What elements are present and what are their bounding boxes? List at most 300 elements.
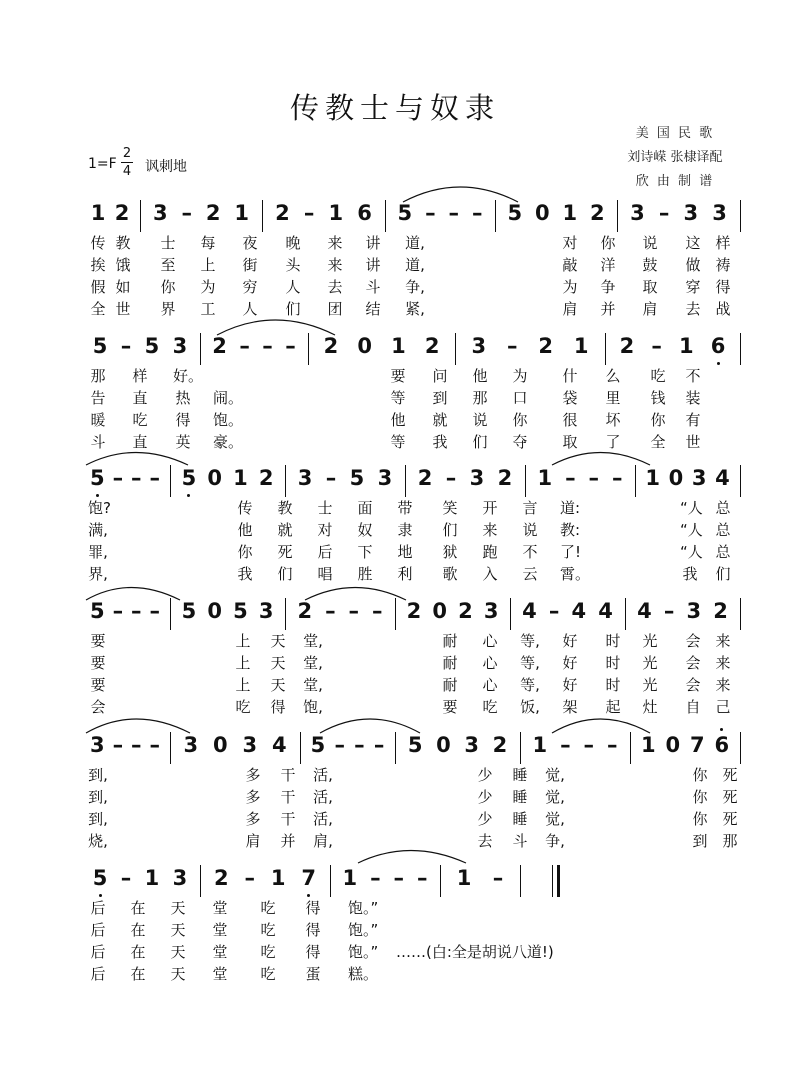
lyric-syllable: 热 [175,389,191,407]
lyric-syllable: 说 [522,521,538,539]
lyric-syllable: 么 [605,367,621,385]
lyric-line [0,963,790,983]
note: 3 [630,201,645,225]
barline [405,465,406,497]
lyric-syllable: 要 [90,654,106,672]
lyric-syllable: 得 [175,411,191,429]
measure [611,333,734,363]
credit-notation: 欣 由 制 谱 [635,174,715,189]
lyric-syllable: 我 [432,433,448,451]
lyric-syllable: 烧, [88,832,108,850]
lyric-syllable: 人 [242,300,258,318]
measure [291,598,389,628]
lyric-syllable: 了! [560,543,582,561]
slur [86,453,188,466]
lyric-syllable: 我 [237,565,253,583]
lyric-syllable: 为 [512,367,528,385]
lyric-syllable: 如 [115,278,131,296]
lyric-syllable: 上 [235,632,251,650]
lyric-syllable: 挨 [90,256,106,274]
lyric-syllable: 开 [482,499,498,517]
lyric-syllable: 堂, [303,632,323,650]
note: 2 [297,599,313,623]
lyric-syllable: 在 [130,965,146,983]
lyric-line [0,409,790,429]
lyric-syllable: 会 [685,676,701,694]
dash-note: – [325,466,337,490]
lyric-syllable: 饱。” [348,899,379,917]
lyric-syllable: 肩 [245,832,261,850]
lyric-syllable: 界 [160,300,176,318]
lyric-syllable: 要 [442,698,458,716]
note: 7 [301,866,317,890]
lyric-syllable: 少 [477,788,493,806]
lyric-syllable: 去 [477,832,493,850]
lyric-syllable: 有 [685,411,701,429]
note: 6 [714,733,730,757]
dash-note: – [149,733,161,757]
note: 1 [573,334,589,358]
lyric-syllable: 好 [562,632,578,650]
lyric-syllable: 总 [715,499,731,517]
note: 5 [92,866,108,890]
note: 4 [271,733,287,757]
lyric-syllable: 们 [715,565,731,583]
lyric-syllable: 吃 [260,899,276,917]
lyric-syllable: 道: [560,499,581,517]
lyric-line [0,563,790,583]
lyric-syllable: 架 [562,698,578,716]
lyric-syllable: 全 [90,300,106,318]
lyric-syllable: 世 [685,433,701,451]
dash-note: – [131,733,142,757]
lyric-syllable: 堂 [212,921,228,939]
lyric-syllable: 会 [685,632,701,650]
note: 2 [323,334,339,358]
lyric-syllable: 直 [132,433,148,451]
lyric-line [0,276,790,296]
barline [200,865,201,897]
time-signature-top: 2 [122,146,132,161]
lyric-syllable: 士 [317,499,333,517]
measure [86,333,194,363]
lyric-syllable: 洋 [600,256,616,274]
lyric-syllable: 要 [90,632,106,650]
dash-note: – [658,201,670,225]
note: 4 [598,599,613,623]
lyric-syllable: 就 [432,411,448,429]
lyric-syllable: 对 [317,521,333,539]
lyric-syllable: 不 [522,543,538,561]
lyric-syllable: 得 [715,278,731,296]
measure [516,598,619,628]
lyric-syllable: 时 [605,632,621,650]
lyric-syllable: 到 [432,389,448,407]
barline [605,333,606,365]
lyric-syllable: 等, [520,632,540,650]
lyric-syllable: 天 [170,899,186,917]
lyric-syllable: 结 [365,300,381,318]
lyric-syllable: 己 [715,698,731,716]
barline [308,333,309,365]
lyric-syllable: 少 [477,810,493,828]
note: 5 [89,466,105,490]
barline [300,732,301,764]
dash-note: – [348,599,360,623]
lyric-syllable: 教 [115,234,131,252]
lyric-syllable: 道, [405,256,425,274]
lyric-syllable: 满, [88,521,108,539]
lyric-syllable: 得 [305,899,321,917]
lyric-syllable: 那 [722,832,738,850]
lyric-syllable: 肩 [642,300,658,318]
note: 5 [310,733,326,757]
dash-note: – [370,866,381,890]
barline [170,732,171,764]
lyric-line [0,541,790,561]
note: 0 [668,466,684,490]
lyric-syllable: 吃 [235,698,251,716]
lyric-syllable: 紧, [405,300,425,318]
lyric-syllable: 总 [715,521,731,539]
lyric-syllable: 来 [327,256,343,274]
lyric-syllable: 多 [245,766,261,784]
note: 5 [507,201,523,225]
lyric-line [0,696,790,716]
lyric-syllable: 等 [390,433,406,451]
lyric-syllable: 云 [522,565,538,583]
lyric-line [0,897,790,917]
lyric-syllable: 团 [327,300,343,318]
lyric-syllable: 假 [90,278,106,296]
lyric-syllable: 利 [397,565,413,583]
lyric-syllable: 天 [170,965,186,983]
lyric-line [0,254,790,274]
lyric-syllable: 霄。 [560,565,591,583]
lyric-syllable: 堂 [212,965,228,983]
note: 2 [114,201,130,225]
measure [336,865,434,895]
note: 1 [342,866,358,890]
measure [391,200,489,230]
lyric-syllable: 下 [357,543,373,561]
lyric-syllable: 对 [562,234,578,252]
measure [176,598,279,628]
note: 3 [183,733,199,757]
lyric-syllable: 歌 [442,565,458,583]
lyric-syllable: 说 [472,411,488,429]
note: 5 [233,599,248,623]
slur [86,719,190,733]
lyric-syllable: 睡 [512,788,528,806]
note: 7 [689,733,705,757]
lyric-syllable: 到, [88,788,108,806]
dash-note: – [244,866,255,890]
dash-note: – [448,201,460,225]
lyric-syllable: 唱 [317,565,333,583]
lyric-syllable: 样 [715,234,731,252]
note: 4 [637,599,652,623]
barline [140,200,141,232]
lyric-syllable: 在 [130,921,146,939]
lyric-syllable: 你 [160,278,176,296]
measure [314,333,449,363]
note: 2 [213,866,229,890]
note: 0 [665,733,681,757]
measure [446,865,514,895]
lyric-syllable: 睡 [512,766,528,784]
lyric-syllable: 上 [235,654,251,672]
note: 6 [357,201,372,225]
lyric-syllable: 问 [432,367,448,385]
note: 3 [683,201,699,225]
slur [358,851,466,864]
lyric-syllable: 来 [715,654,731,672]
lyric-syllable: 传 [237,499,253,517]
lyric-syllable: 糕。 [348,965,379,983]
barline [285,598,286,630]
lyric-syllable: 奴 [357,521,373,539]
lyric-syllable: 耐 [442,676,458,694]
dash-note: – [472,201,483,225]
barline [525,465,526,497]
lyric-syllable: 去 [685,300,701,318]
dash-note: – [663,599,675,623]
lyric-syllable: 英 [175,433,191,451]
lyric-syllable: 们 [277,565,293,583]
lyric-syllable: 战 [715,300,731,318]
lyric-syllable: 来 [482,521,498,539]
note: 3 [712,201,727,225]
measure [623,200,734,230]
lyric-syllable: 饱? [88,499,111,517]
note: 0 [534,201,550,225]
note: 0 [357,334,372,358]
note: 6 [710,334,726,358]
note: 3 [242,733,258,757]
note: 5 [89,599,105,623]
note: 5 [144,334,160,358]
lyric-syllable: 为 [562,278,578,296]
lyric-syllable: 天 [270,654,286,672]
lyric-syllable: 穷 [242,278,258,296]
lyric-syllable: 你 [692,810,708,828]
lyric-syllable: 们 [442,521,458,539]
note: 2 [589,201,605,225]
dash-note: – [354,733,365,757]
dash-note: – [239,334,250,358]
dash-note: – [181,201,192,225]
note: 1 [645,466,660,490]
dash-note: – [334,733,345,757]
lyric-syllable: 心 [482,632,498,650]
note: 3 [469,466,485,490]
lyric-syllable: 装 [685,389,701,407]
note: 0 [432,599,447,623]
lyric-syllable: 斗 [90,433,106,451]
dash-note: – [583,733,595,757]
lyric-syllable: 心 [482,676,498,694]
lyric-syllable: 光 [642,632,658,650]
lyric-syllable: 得 [305,943,321,961]
lyric-syllable: 觉, [545,810,565,828]
note: 1 [640,733,656,757]
lyric-syllable: 死 [277,543,293,561]
lyric-syllable: 活, [313,766,333,784]
lyric-line [0,919,790,939]
lyric-syllable: 好。 [173,367,204,385]
lyric-syllable: 起 [605,698,621,716]
lyric-syllable: 干 [280,766,296,784]
lyric-syllable: 斗 [365,278,381,296]
dash-note: – [560,733,571,757]
lyric-syllable: 好 [562,676,578,694]
lyric-syllable: 鼓 [642,256,658,274]
dash-note: – [373,733,385,757]
lyric-syllable: 们 [472,433,488,451]
measure [86,732,164,762]
lyric-syllable: 死 [722,810,738,828]
note: 3 [471,334,487,358]
lyric-syllable: 人 [285,278,301,296]
barline [740,200,741,232]
measure [411,465,519,495]
note: 1 [234,201,250,225]
lyric-syllable: 耐 [442,632,458,650]
dash-note: – [120,334,132,358]
lyric-syllable: 干 [280,810,296,828]
dash-note: – [506,334,518,358]
note: 2 [275,201,290,225]
measure [146,200,256,230]
lyric-syllable: 到, [88,810,108,828]
lyric-syllable: 斗 [512,832,528,850]
lyric-syllable: 等, [520,654,540,672]
lyric-syllable: 心 [482,654,498,672]
lyric-syllable: 少 [477,766,493,784]
lyric-syllable: 不 [685,367,701,385]
lyric-syllable: 罪, [88,543,108,561]
lyric-syllable: 总 [715,543,731,561]
lyric-syllable: 时 [605,654,621,672]
lyric-syllable: 了 [605,433,621,451]
measure [291,465,399,495]
lyric-line [0,519,790,539]
lyric-syllable: 吃 [260,965,276,983]
lyric-line [0,674,790,694]
barline [740,732,741,764]
lyric-syllable: 在 [130,943,146,961]
lyric-syllable: 会 [685,654,701,672]
lyric-syllable: 来 [327,234,343,252]
lyric-syllable: 隶 [397,521,413,539]
dash-note: – [262,334,273,358]
note: 2 [424,334,440,358]
slur [320,719,420,733]
lyric-syllable: 吃 [482,698,498,716]
lyric-syllable: 要 [90,676,106,694]
slur [552,719,650,733]
note: 2 [205,201,221,225]
lyric-syllable: 里 [605,389,621,407]
note: 2 [538,334,554,358]
note: 1 [90,201,106,225]
lyric-line [0,786,790,806]
barline [495,200,496,232]
lyric-line [0,830,790,850]
lyric-syllable: 为 [200,278,216,296]
lyric-syllable: 来 [715,632,731,650]
note: 3 [152,201,168,225]
key-label: 1=F [88,156,117,172]
measure [176,465,279,495]
lyric-syllable: 饱。” [348,943,379,961]
lyric-syllable: 暖 [90,411,106,429]
lyric-syllable: 全 [650,433,666,451]
barline [395,732,396,764]
credit-translators: 刘诗嵘 张棣译配 [627,150,723,165]
note: 1 [679,334,694,358]
lyric-syllable: 堂 [212,943,228,961]
note: 1 [391,334,406,358]
lyric-syllable: 做 [685,256,701,274]
lyric-syllable: 得 [270,698,286,716]
lyric-syllable: 他 [237,521,253,539]
lyric-syllable: 天 [170,943,186,961]
lyric-syllable: 等 [390,389,406,407]
note: 4 [522,599,537,623]
lyric-syllable: 到, [88,766,108,784]
lyric-line [0,764,790,784]
lyric-syllable: 你 [692,788,708,806]
time-signature [121,146,133,179]
dash-note: – [548,599,560,623]
measure [401,732,514,762]
lyric-line [0,298,790,318]
dash-note: – [393,866,405,890]
barline [262,200,263,232]
lyric-syllable: 争, [405,278,425,296]
lyric-syllable: 你 [237,543,253,561]
lyric-syllable: “人 [680,543,703,561]
dash-note: – [417,866,428,890]
lyric-syllable: 胜 [357,565,373,583]
lyric-syllable: 后 [90,965,106,983]
measure [176,732,294,762]
lyric-syllable: 好 [562,654,578,672]
barline [520,865,521,897]
lyric-syllable: 地 [397,543,413,561]
barline [395,598,396,630]
dash-note: – [445,466,457,490]
lyric-line [0,497,790,517]
lyric-syllable: 上 [235,676,251,694]
lyric-syllable: 堂 [212,899,228,917]
lyric-syllable: 死 [722,766,738,784]
lyric-syllable: 跑 [482,543,498,561]
note: 1 [144,866,160,890]
dash-note: – [651,334,662,358]
measure [206,865,324,895]
lyric-syllable: 街 [242,256,258,274]
dash-note: – [112,733,124,757]
lyric-syllable: 至 [160,256,176,274]
dash-note: – [303,201,315,225]
lyric-syllable: 死 [722,788,738,806]
lyric-syllable: 你 [650,411,666,429]
credit-origin: 美 国 民 歌 [635,126,715,141]
measure [268,200,379,230]
